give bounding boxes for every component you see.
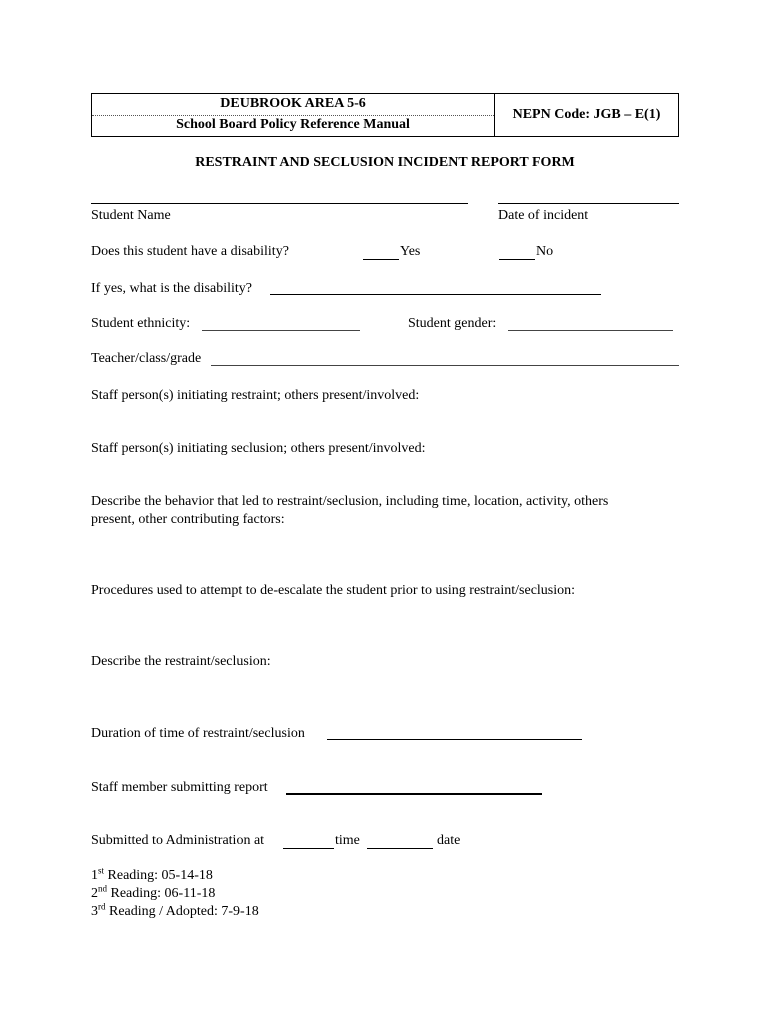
policy-header-box [91,93,679,137]
reading-2-suffix: nd [98,883,107,894]
reading-2 [91,883,216,902]
date-of-incident-label: Date of incident [498,208,589,223]
submitted-label: Submitted to Administration at [91,833,265,848]
reading-1-suffix: st [98,865,105,876]
disability-detail-line[interactable] [270,294,601,295]
staff-seclusion-label: Staff person(s) initiating seclusion; others present/involved: [91,441,426,456]
submitted-date-line[interactable] [367,848,433,849]
teacher-class-grade-line[interactable] [211,365,679,366]
yes-blank[interactable] [363,259,399,260]
date-of-incident-line[interactable] [498,203,679,204]
student-name-label: Student Name [91,208,171,223]
describe-label: Describe the restraint/seclusion: [91,654,271,669]
reading-1-text: Reading: 05-14-18 [104,868,213,883]
staff-submitting-line[interactable] [286,793,542,795]
behavior-label-line1: Describe the behavior that led to restraint/seclusion, including time, location, activity, others [91,494,609,509]
no-blank[interactable] [499,259,535,260]
manual-name: School Board Policy Reference Manual [176,117,410,132]
gender-label: Student gender: [408,316,497,331]
reading-1-number: 1 [91,868,98,883]
submitted-time-label: time [335,833,360,848]
reading-3-suffix: rd [98,901,106,912]
staff-restraint-label: Staff person(s) initiating restraint; others present/involved: [91,388,420,403]
district-name: DEUBROOK AREA 5-6 [220,96,366,111]
no-label: No [536,244,554,259]
reading-2-number: 2 [91,886,98,901]
behavior-label-line2: present, other contributing factors: [91,512,285,527]
reading-3-number: 3 [91,904,98,919]
teacher-class-grade-label: Teacher/class/grade [91,351,202,366]
procedures-label: Procedures used to attempt to de-escalate the student prior to using restraint/seclusion: [91,583,576,598]
disability-detail-label: If yes, what is the disability? [91,281,252,296]
disability-question: Does this student have a disability? [91,244,289,259]
reading-3-text: Reading / Adopted: 7-9-18 [105,904,259,919]
nepn-code: NEPN Code: JGB – E(1) [512,107,661,122]
duration-label: Duration of time of restraint/seclusion [91,726,305,741]
form-title: RESTRAINT AND SECLUSION INCIDENT REPORT FORM [195,155,575,170]
ethnicity-label: Student ethnicity: [91,316,191,331]
submitted-time-line[interactable] [283,848,334,849]
gender-line[interactable] [508,330,673,331]
header-divider [92,115,494,116]
staff-submitting-label: Staff member submitting report [91,780,268,795]
yes-label: Yes [400,244,421,259]
header-left-cell [92,94,495,136]
reading-1 [91,865,213,884]
duration-line[interactable] [327,739,582,740]
reading-3 [91,901,259,920]
submitted-date-label: date [437,833,461,848]
ethnicity-line[interactable] [202,330,360,331]
student-name-line[interactable] [91,203,468,204]
reading-2-text: Reading: 06-11-18 [107,886,216,901]
